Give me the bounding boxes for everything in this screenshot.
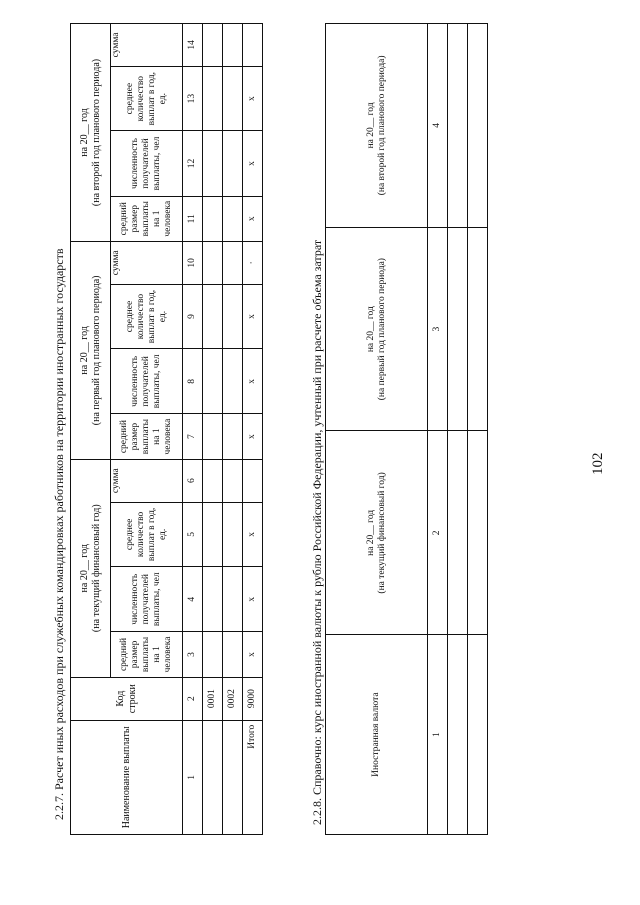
cell [468, 635, 488, 835]
x-mark: х [243, 66, 263, 131]
cell [203, 284, 223, 349]
subheader-avg: средний размер выплаты на 1 человека [111, 196, 183, 241]
row-code: 0001 [203, 677, 223, 720]
col-number: 12 [183, 131, 203, 196]
col-number: 4 [428, 24, 448, 228]
cell [243, 459, 263, 502]
header-period-first [71, 241, 111, 459]
period-year: на 20__ год [78, 108, 90, 157]
cell [203, 502, 223, 567]
header-row-code: Код строки [71, 677, 183, 720]
subheader-num: среднее количество выплат в год, ед. [111, 502, 183, 567]
col-number: 13 [183, 66, 203, 131]
col-number: 10 [183, 241, 203, 284]
subheader-num: среднее количество выплат в год, ед. [111, 66, 183, 131]
total-row [243, 24, 263, 835]
header-period-current [326, 431, 428, 635]
period-sub: (на текущий финансовый год) [376, 472, 387, 594]
cell [468, 24, 488, 228]
x-mark: х [243, 284, 263, 349]
cell [223, 284, 243, 349]
x-mark: х [243, 349, 263, 414]
total-label: Итого [243, 720, 263, 834]
cell [223, 349, 243, 414]
cell [203, 66, 223, 131]
cell [203, 196, 223, 241]
cell [223, 66, 243, 131]
x-mark: х [243, 196, 263, 241]
period-year: на 20__ год [365, 306, 376, 353]
cell [203, 24, 223, 67]
subheader-avg: средний размер выплаты на 1 человека [111, 414, 183, 459]
cell [243, 24, 263, 67]
x-mark: х [243, 632, 263, 677]
column-numbers-row [183, 24, 203, 835]
col-number: 1 [428, 635, 448, 835]
table-row [448, 24, 468, 835]
table-row [203, 24, 223, 835]
period-year: на 20__ год [365, 102, 376, 149]
table-row [223, 24, 243, 835]
cell [203, 414, 223, 459]
cell [223, 459, 243, 502]
subheader-count: численность получателей выплаты, чел [111, 349, 183, 414]
period-year: на 20__ год [78, 543, 90, 593]
col-number: 14 [183, 24, 203, 67]
cell [203, 241, 223, 284]
cell [203, 720, 223, 834]
period-year: на 20__ год [78, 326, 90, 375]
header-period-current [71, 459, 111, 677]
period-sub: (на второй год планового периода) [376, 55, 387, 196]
cell [448, 635, 468, 835]
cell [223, 414, 243, 459]
subheader-avg: средний размер выплаты на 1 человека [111, 632, 183, 677]
cell [203, 349, 223, 414]
col-number: 4 [183, 567, 203, 632]
x-mark: х [243, 567, 263, 632]
cell [223, 502, 243, 567]
cell [468, 227, 488, 431]
x-mark: х [243, 414, 263, 459]
cell [448, 24, 468, 228]
col-number: 9 [183, 284, 203, 349]
cell [223, 196, 243, 241]
header-period-second [326, 24, 428, 228]
col-number: 2 [183, 677, 203, 720]
subheader-sum: сумма [111, 241, 183, 284]
cell [203, 632, 223, 677]
cell [203, 567, 223, 632]
dot-mark: · [243, 241, 263, 284]
col-number: 5 [183, 502, 203, 567]
period-year: на 20__ год [365, 509, 376, 556]
header-period-first [326, 227, 428, 431]
period-sub: (на первый год планового периода) [90, 275, 102, 426]
col-number: 2 [428, 431, 448, 635]
subheader-sum: сумма [111, 24, 183, 67]
subheader-sum: сумма [111, 459, 183, 502]
subheader-count: численность получателей выплаты, чел [111, 567, 183, 632]
header-period-second [71, 24, 111, 242]
column-numbers-row [428, 24, 448, 835]
row-code: 0002 [223, 677, 243, 720]
table-currency-rate [325, 23, 488, 835]
subheader-count: численность получателей выплаты, чел [111, 131, 183, 196]
table-other-expenses [70, 23, 263, 835]
cell [223, 24, 243, 67]
section-2-2-8-title: 2.2.8. Справочно: курс иностранной валюты к рублю Российской Федерации, учтенный при расчете объема затрат [310, 239, 324, 825]
col-number: 6 [183, 459, 203, 502]
cell [223, 241, 243, 284]
cell [448, 227, 468, 431]
col-number: 3 [183, 632, 203, 677]
header-currency: Иностранная валюта [326, 635, 428, 835]
cell [448, 431, 468, 635]
cell [223, 632, 243, 677]
cell [223, 567, 243, 632]
page-number: 102 [590, 452, 606, 475]
period-sub: (на первый год планового периода) [376, 258, 387, 401]
row-code: 9000 [243, 677, 263, 720]
col-number: 1 [183, 720, 203, 834]
col-number: 11 [183, 196, 203, 241]
subheader-num: среднее количество выплат в год, ед. [111, 284, 183, 349]
x-mark: х [243, 502, 263, 567]
cell [223, 131, 243, 196]
period-sub: (на текущий финансовый год) [90, 504, 102, 633]
col-number: 7 [183, 414, 203, 459]
col-number: 8 [183, 349, 203, 414]
col-number: 3 [428, 227, 448, 431]
table-row [468, 24, 488, 835]
cell [203, 131, 223, 196]
cell [223, 720, 243, 834]
header-payment-name: Наименование выплаты [71, 720, 183, 834]
section-2-2-7-title: 2.2.7. Расчет иных расходов при служебных командировках работников на территории иностранных государств [52, 248, 66, 820]
cell [203, 459, 223, 502]
period-sub: (на второй год планового периода) [90, 58, 102, 207]
cell [468, 431, 488, 635]
x-mark: х [243, 131, 263, 196]
